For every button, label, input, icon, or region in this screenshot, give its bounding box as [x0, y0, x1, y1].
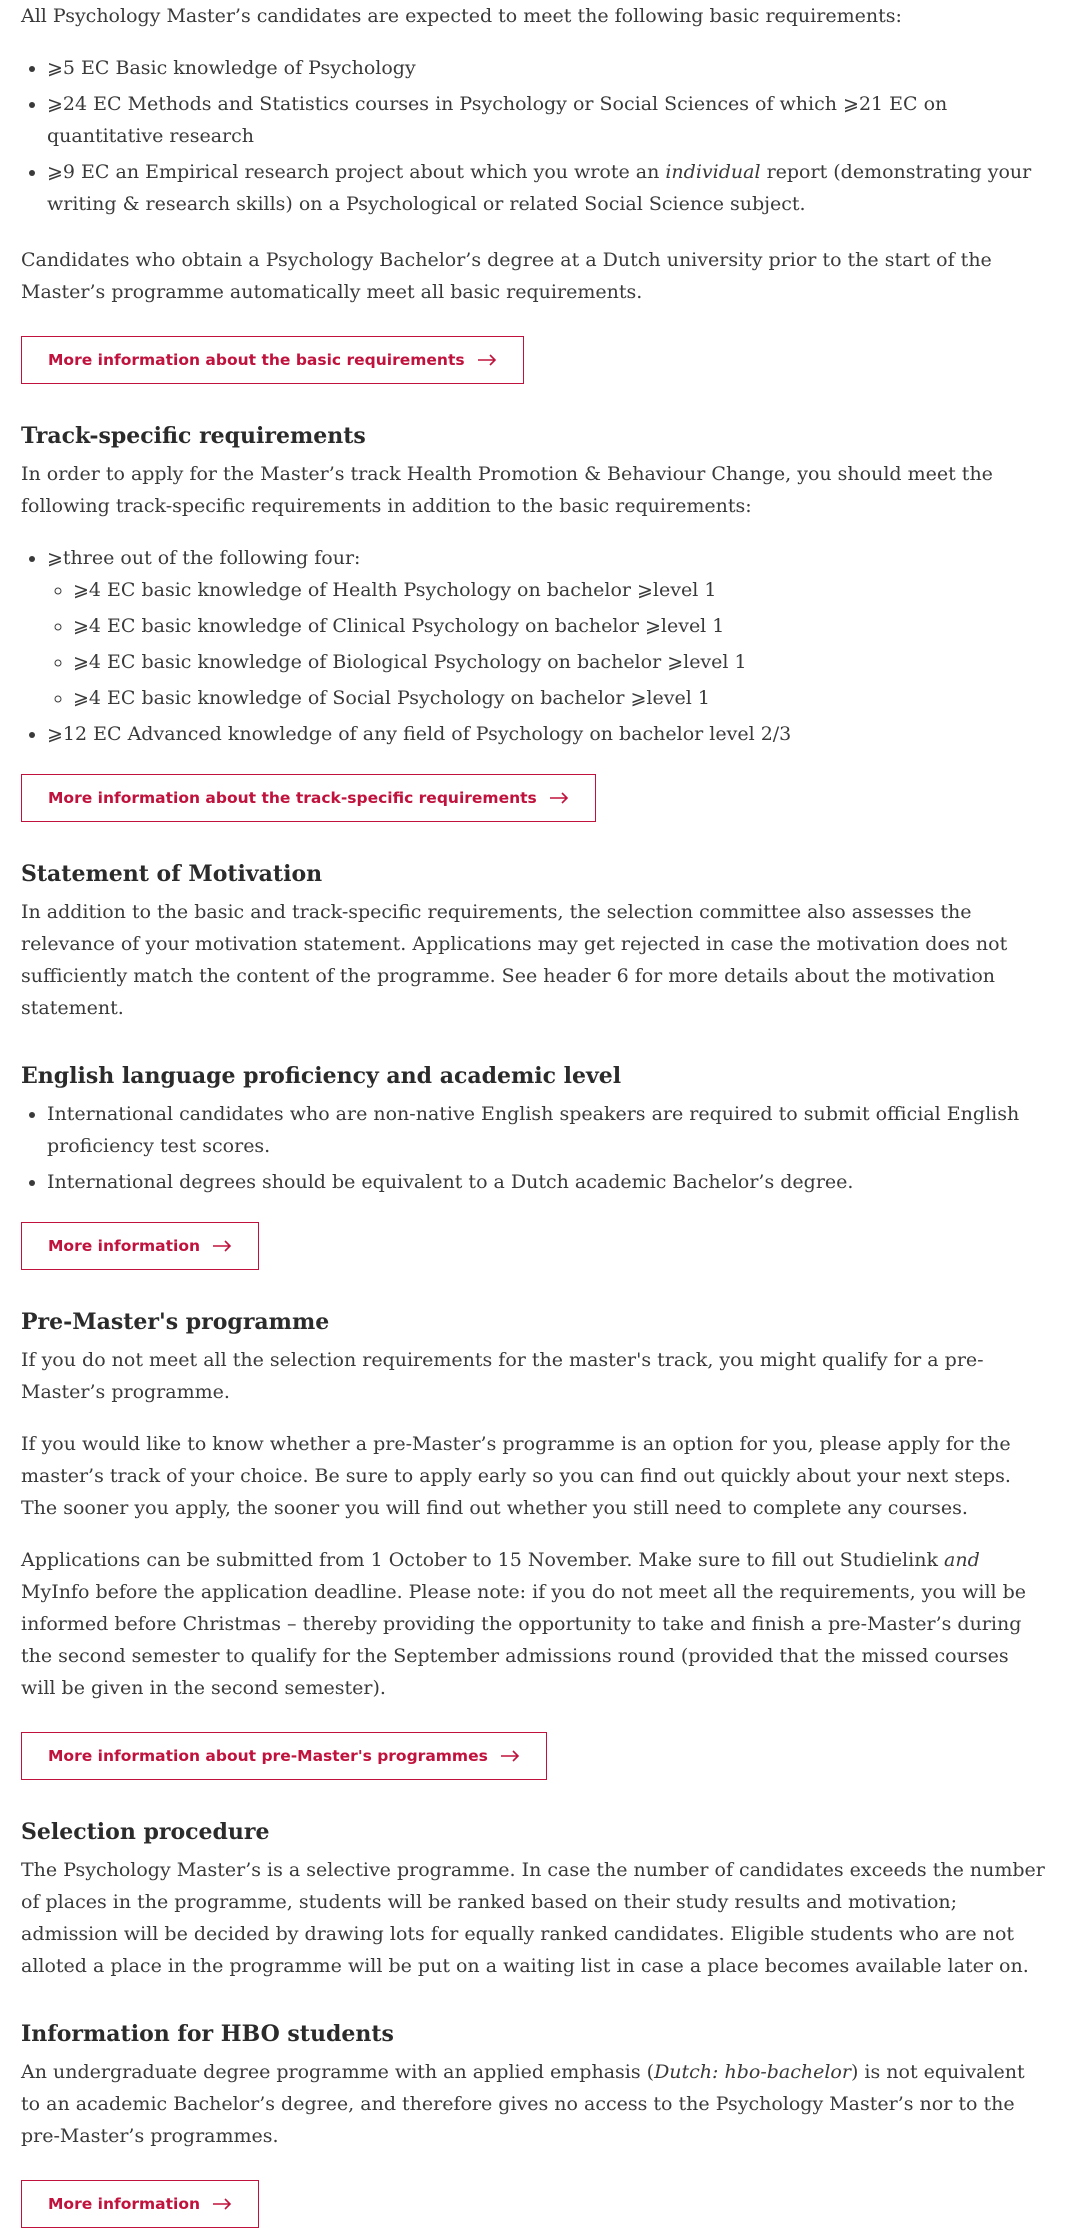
hbo-text [21, 2056, 1046, 2152]
track-requirements-list [21, 542, 1046, 750]
premaster-paragraph-1: If you do not meet all the selection requirements for the master's track, you might qualify for a pre-Master’s programme. [21, 1349, 984, 1403]
list-item: ◦ ⩾4 EC basic knowledge of Health Psychology on bachelor ⩾level 1 [73, 574, 1046, 606]
emphasis-text: and [944, 1549, 980, 1571]
premaster-more-info-button[interactable] [21, 1732, 547, 1780]
paragraph-text: Applications can be submitted from 1 October to 15 November. Make sure to fill out Studielink [21, 1549, 945, 1571]
paragraph-text: ) is not equivalent to an academic Bachelor’s degree, and therefore gives no access to the Psychology Master’s nor to the pre-Master’s programmes. [21, 2061, 1025, 2147]
list-item-text: ⩾9 EC an Empirical research project about which you wrote an [47, 161, 666, 183]
english-list [21, 1098, 1046, 1198]
paragraph-text: An undergraduate degree programme with an applied emphasis ( [21, 2061, 655, 2083]
track-requirements-intro: In order to apply for the Master’s track Health Promotion & Behaviour Change, you should meet the following track-specific requirements in addition to the basic requirements: [21, 463, 993, 517]
button-label: More information about the track-specific requirements [48, 789, 537, 807]
arrow-right-icon [477, 354, 497, 366]
list-item-text: report (demonstrating your writing & research skills) on a Psychological or related Social Science subject. [47, 161, 1032, 215]
list-item [47, 156, 1046, 220]
paragraph-text: MyInfo before the application deadline. Please note: if you do not meet all the requirements, you will be informed before Christmas – thereby providing the opportunity to take and finish a pre-Master’s during the second semester to qualify for the September admissions round (provided that the missed courses will be given in the second semester). [21, 1581, 1027, 1699]
motivation-heading: Statement of Motivation [21, 861, 323, 887]
premaster-paragraph-2: If you would like to know whether a pre-Master’s programme is an option for you, please apply for the master’s track of your choice. Be sure to apply early so you can find out quickly about your next steps. The sooner you apply, the sooner you will find out whether you still need to complete any courses. [21, 1433, 1011, 1519]
button-label: More information [48, 1237, 201, 1255]
basic-requirements-list [21, 52, 1046, 220]
premaster-heading: Pre-Master's programme [21, 1309, 330, 1335]
arrow-right-icon [212, 1240, 232, 1252]
list-item: • International degrees should be equivalent to a Dutch academic Bachelor’s degree. [47, 1166, 1046, 1198]
hbo-heading: Information for HBO students [21, 2021, 394, 2047]
list-item: ◦ ⩾4 EC basic knowledge of Clinical Psychology on bachelor ⩾level 1 [73, 610, 1046, 642]
english-more-info-button[interactable] [21, 1222, 259, 1270]
basic-requirements-note: Candidates who obtain a Psychology Bachelor’s degree at a Dutch university prior to the start of the Master’s programme automatically meet all basic requirements. [21, 249, 992, 303]
emphasis-text: individual [665, 161, 761, 183]
list-item: • ⩾5 EC Basic knowledge of Psychology [47, 52, 1046, 84]
button-label: More information about pre-Master's programmes [48, 1747, 488, 1765]
list-item: • ⩾12 EC Advanced knowledge of any field of Psychology on bachelor level 2/3 [47, 718, 1046, 750]
arrow-right-icon [212, 2198, 232, 2210]
list-item: • ⩾24 EC Methods and Statistics courses in Psychology or Social Sciences of which ⩾21 EC on quantitative research [47, 88, 1046, 152]
button-label: More information [48, 2195, 201, 2213]
motivation-text: In addition to the basic and track-specific requirements, the selection committee also assesses the relevance of your motivation statement. Applications may get rejected in case the motivation does not sufficiently match the content of the programme. See header 6 for more details about the motivation statement. [21, 901, 1008, 1019]
list-item: • International candidates who are non-native English speakers are required to submit official English proficiency test scores. [47, 1098, 1046, 1162]
arrow-right-icon [549, 792, 569, 804]
list-item: ◦ ⩾4 EC basic knowledge of Social Psychology on bachelor ⩾level 1 [73, 682, 1046, 714]
list-item: ◦ ⩾4 EC basic knowledge of Biological Psychology on bachelor ⩾level 1 [73, 646, 1046, 678]
emphasis-text: Dutch: hbo-bachelor [654, 2061, 851, 2083]
hbo-more-info-button[interactable] [21, 2180, 259, 2228]
button-label: More information about the basic requirements [48, 351, 465, 369]
list-item [47, 542, 1046, 714]
arrow-right-icon [500, 1750, 520, 1762]
basic-requirements-intro: All Psychology Master’s candidates are expected to meet the following basic requirements: [21, 5, 902, 27]
list-item-text: ⩾three out of the following four: [47, 547, 361, 569]
english-heading: English language proficiency and academic level [21, 1063, 622, 1089]
basic-requirements-more-info-button[interactable] [21, 336, 524, 384]
premaster-paragraph-3 [21, 1544, 1046, 1704]
track-requirements-more-info-button[interactable] [21, 774, 596, 822]
track-subrequirements-list [47, 574, 1046, 714]
track-requirements-heading: Track-specific requirements [21, 423, 366, 449]
selection-text: The Psychology Master’s is a selective programme. In case the number of candidates exceeds the number of places in the programme, students will be ranked based on their study results and motivation; admission will be decided by drawing lots for equally ranked candidates. Eligible students who are not alloted a place in the programme will be put on a waiting list in case a place becomes available later on. [21, 1859, 1045, 1977]
selection-heading: Selection procedure [21, 1819, 270, 1845]
